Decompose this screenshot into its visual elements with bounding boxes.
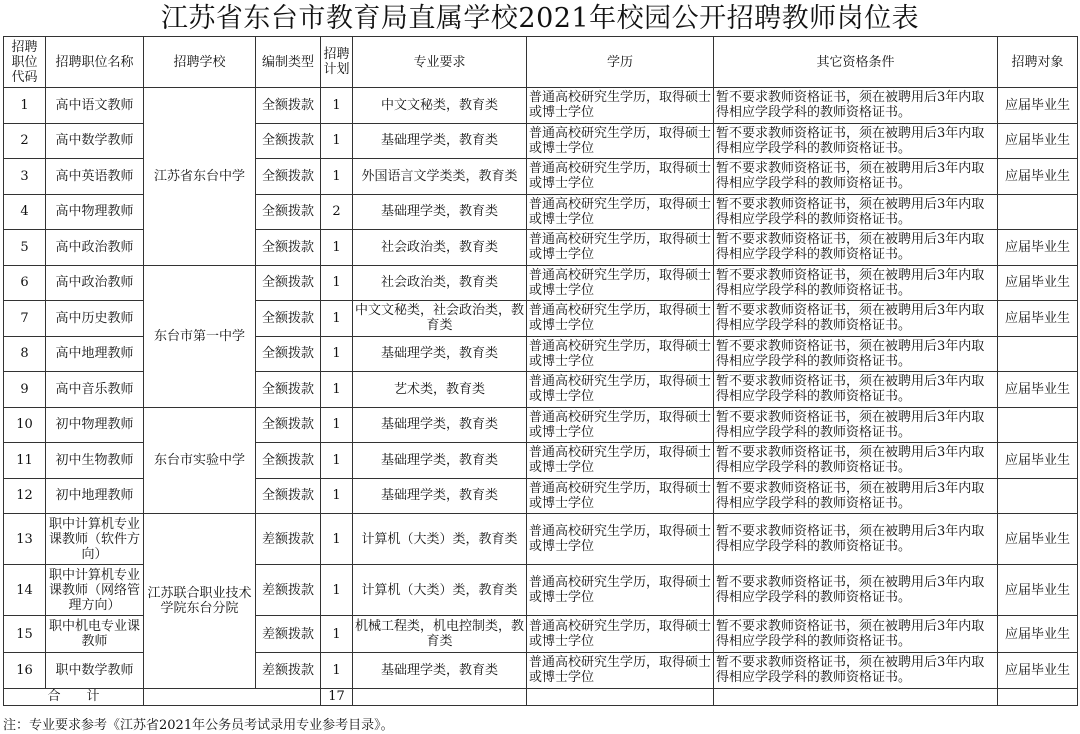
- cell-major: 基础理学类，教育类: [353, 443, 527, 479]
- cell-position: 高中历史教师: [46, 301, 144, 337]
- cell-plan: 2: [321, 194, 353, 230]
- cell-position: 高中政治教师: [46, 230, 144, 266]
- cell-education: 普通高校研究生学历，取得硕士或博士学位: [527, 478, 714, 514]
- cell-position: 高中数学教师: [46, 123, 144, 159]
- cell-funding: 全额拨款: [256, 443, 321, 479]
- cell-major: 社会政治类，教育类: [353, 230, 527, 266]
- cell-target: [998, 336, 1078, 372]
- total-empty-cell: [714, 688, 998, 705]
- cell-education: 普通高校研究生学历，取得硕士或博士学位: [527, 407, 714, 443]
- table-row: [4, 88, 1078, 124]
- cell-funding: 全额拨款: [256, 336, 321, 372]
- cell-other: 暂不要求教师资格证书，须在被聘用后3年内取得相应学段学科的教师资格证书。: [714, 653, 998, 689]
- cell-target: 应届毕业生: [998, 88, 1078, 124]
- cell-funding: 全额拨款: [256, 159, 321, 195]
- cell-education: 普通高校研究生学历，取得硕士或博士学位: [527, 194, 714, 230]
- header-funding: 编制类型: [256, 37, 321, 88]
- cell-other: 暂不要求教师资格证书，须在被聘用后3年内取得相应学段学科的教师资格证书。: [714, 443, 998, 479]
- cell-plan: 1: [321, 88, 353, 124]
- cell-major: 基础理学类，教育类: [353, 336, 527, 372]
- cell-funding: 全额拨款: [256, 88, 321, 124]
- cell-code: 3: [4, 159, 46, 195]
- cell-position: 高中政治教师: [46, 265, 144, 301]
- cell-code: 1: [4, 88, 46, 124]
- cell-school: 东台市第一中学: [144, 265, 256, 407]
- table-row: [4, 407, 1078, 443]
- cell-other: 暂不要求教师资格证书，须在被聘用后3年内取得相应学段学科的教师资格证书。: [714, 159, 998, 195]
- cell-major: 艺术类，教育类: [353, 372, 527, 408]
- cell-position: 职中计算机专业课教师（软件方向）: [46, 514, 144, 565]
- cell-education: 普通高校研究生学历，取得硕士或博士学位: [527, 514, 714, 565]
- cell-target: 应届毕业生: [998, 159, 1078, 195]
- cell-plan: 1: [321, 514, 353, 565]
- cell-funding: 全额拨款: [256, 265, 321, 301]
- cell-plan: 1: [321, 265, 353, 301]
- cell-other: 暂不要求教师资格证书，须在被聘用后3年内取得相应学段学科的教师资格证书。: [714, 301, 998, 337]
- header-code: 招聘职位代码: [4, 37, 46, 88]
- cell-code: 7: [4, 301, 46, 337]
- cell-position: 高中音乐教师: [46, 372, 144, 408]
- cell-position: 高中语文教师: [46, 88, 144, 124]
- cell-education: 普通高校研究生学历，取得硕士或博士学位: [527, 230, 714, 266]
- cell-target: 应届毕业生: [998, 372, 1078, 408]
- cell-major: 计算机（大类）类，教育类: [353, 514, 527, 565]
- cell-position: 高中物理教师: [46, 194, 144, 230]
- total-empty-cell: [353, 688, 527, 705]
- cell-education: 普通高校研究生学历，取得硕士或博士学位: [527, 265, 714, 301]
- cell-other: 暂不要求教师资格证书，须在被聘用后3年内取得相应学段学科的教师资格证书。: [714, 336, 998, 372]
- cell-code: 14: [4, 565, 46, 616]
- cell-plan: 1: [321, 230, 353, 266]
- cell-funding: 差额拨款: [256, 616, 321, 653]
- cell-funding: 全额拨款: [256, 230, 321, 266]
- cell-position: 高中地理教师: [46, 336, 144, 372]
- cell-education: 普通高校研究生学历，取得硕士或博士学位: [527, 159, 714, 195]
- cell-school: 东台市实验中学: [144, 407, 256, 514]
- cell-education: 普通高校研究生学历，取得硕士或博士学位: [527, 653, 714, 689]
- cell-other: 暂不要求教师资格证书，须在被聘用后3年内取得相应学段学科的教师资格证书。: [714, 88, 998, 124]
- page-title: 江苏省东台市教育局直属学校2021年校园公开招聘教师岗位表: [160, 3, 920, 34]
- cell-funding: 全额拨款: [256, 407, 321, 443]
- cell-plan: 1: [321, 478, 353, 514]
- cell-target: [998, 407, 1078, 443]
- cell-other: 暂不要求教师资格证书，须在被聘用后3年内取得相应学段学科的教师资格证书。: [714, 514, 998, 565]
- cell-education: 普通高校研究生学历，取得硕士或博士学位: [527, 565, 714, 616]
- cell-plan: 1: [321, 616, 353, 653]
- cell-major: 基础理学类，教育类: [353, 194, 527, 230]
- cell-major: 基础理学类，教育类: [353, 123, 527, 159]
- cell-position: 初中生物教师: [46, 443, 144, 479]
- cell-education: 普通高校研究生学历，取得硕士或博士学位: [527, 123, 714, 159]
- cell-plan: 1: [321, 123, 353, 159]
- cell-other: 暂不要求教师资格证书，须在被聘用后3年内取得相应学段学科的教师资格证书。: [714, 194, 998, 230]
- cell-education: 普通高校研究生学历，取得硕士或博士学位: [527, 616, 714, 653]
- cell-education: 普通高校研究生学历，取得硕士或博士学位: [527, 372, 714, 408]
- cell-education: 普通高校研究生学历，取得硕士或博士学位: [527, 301, 714, 337]
- cell-funding: 全额拨款: [256, 194, 321, 230]
- cell-code: 15: [4, 616, 46, 653]
- cell-funding: 差额拨款: [256, 514, 321, 565]
- cell-funding: 全额拨款: [256, 123, 321, 159]
- cell-target: 应届毕业生: [998, 653, 1078, 689]
- cell-target: [998, 194, 1078, 230]
- cell-plan: 1: [321, 653, 353, 689]
- cell-code: 5: [4, 230, 46, 266]
- cell-position: 初中物理教师: [46, 407, 144, 443]
- header-school: 招聘学校: [144, 37, 256, 88]
- total-label: 合 计: [4, 688, 144, 705]
- cell-school: 江苏省东台中学: [144, 88, 256, 266]
- cell-major: 社会政治类，教育类: [353, 265, 527, 301]
- cell-target: 应届毕业生: [998, 265, 1078, 301]
- header-target: 招聘对象: [998, 37, 1078, 88]
- cell-code: 2: [4, 123, 46, 159]
- cell-code: 12: [4, 478, 46, 514]
- cell-other: 暂不要求教师资格证书，须在被聘用后3年内取得相应学段学科的教师资格证书。: [714, 478, 998, 514]
- cell-plan: 1: [321, 372, 353, 408]
- cell-other: 暂不要求教师资格证书，须在被聘用后3年内取得相应学段学科的教师资格证书。: [714, 616, 998, 653]
- header-other: 其它资格条件: [714, 37, 998, 88]
- cell-major: 中文文秘类，教育类: [353, 88, 527, 124]
- cell-plan: 1: [321, 159, 353, 195]
- cell-other: 暂不要求教师资格证书，须在被聘用后3年内取得相应学段学科的教师资格证书。: [714, 407, 998, 443]
- cell-other: 暂不要求教师资格证书，须在被聘用后3年内取得相应学段学科的教师资格证书。: [714, 372, 998, 408]
- cell-funding: 全额拨款: [256, 478, 321, 514]
- cell-position: 初中地理教师: [46, 478, 144, 514]
- cell-major: 基础理学类，教育类: [353, 478, 527, 514]
- total-row: [4, 688, 1078, 705]
- cell-major: 基础理学类，教育类: [353, 653, 527, 689]
- cell-funding: 差额拨款: [256, 653, 321, 689]
- cell-target: 应届毕业生: [998, 443, 1078, 479]
- total-empty-cell: [998, 688, 1078, 705]
- cell-major: 机械工程类，机电控制类，教育类: [353, 616, 527, 653]
- total-empty-cell: [527, 688, 714, 705]
- cell-target: 应届毕业生: [998, 123, 1078, 159]
- header-position: 招聘职位名称: [46, 37, 144, 88]
- table-row: [4, 514, 1078, 565]
- header-major: 专业要求: [353, 37, 527, 88]
- cell-funding: 差额拨款: [256, 565, 321, 616]
- cell-education: 普通高校研究生学历，取得硕士或博士学位: [527, 336, 714, 372]
- header-row: [4, 37, 1078, 88]
- cell-plan: 1: [321, 443, 353, 479]
- cell-target: 应届毕业生: [998, 514, 1078, 565]
- cell-other: 暂不要求教师资格证书，须在被聘用后3年内取得相应学段学科的教师资格证书。: [714, 265, 998, 301]
- cell-other: 暂不要求教师资格证书，须在被聘用后3年内取得相应学段学科的教师资格证书。: [714, 123, 998, 159]
- cell-position: 职中数学教师: [46, 653, 144, 689]
- cell-target: 应届毕业生: [998, 301, 1078, 337]
- cell-funding: 全额拨款: [256, 301, 321, 337]
- cell-target: 应届毕业生: [998, 565, 1078, 616]
- cell-position: 职中计算机专业课教师（网络管理方向）: [46, 565, 144, 616]
- cell-major: 计算机（大类）类，教育类: [353, 565, 527, 616]
- cell-code: 10: [4, 407, 46, 443]
- cell-target: 应届毕业生: [998, 230, 1078, 266]
- total-plan: 17: [321, 688, 353, 705]
- cell-position: 高中英语教师: [46, 159, 144, 195]
- cell-code: 4: [4, 194, 46, 230]
- cell-plan: 1: [321, 565, 353, 616]
- cell-education: 普通高校研究生学历，取得硕士或博士学位: [527, 443, 714, 479]
- cell-school: 江苏联合职业技术学院东台分院: [144, 514, 256, 689]
- header-plan: 招聘计划: [321, 37, 353, 88]
- cell-other: 暂不要求教师资格证书，须在被聘用后3年内取得相应学段学科的教师资格证书。: [714, 565, 998, 616]
- cell-major: 基础理学类，教育类: [353, 407, 527, 443]
- table-row: [4, 265, 1078, 301]
- cell-position: 职中机电专业课教师: [46, 616, 144, 653]
- cell-plan: 1: [321, 301, 353, 337]
- cell-code: 11: [4, 443, 46, 479]
- cell-plan: 1: [321, 336, 353, 372]
- cell-target: 应届毕业生: [998, 616, 1078, 653]
- cell-target: [998, 478, 1078, 514]
- cell-code: 6: [4, 265, 46, 301]
- cell-major: 外国语言文学类类，教育类: [353, 159, 527, 195]
- cell-code: 9: [4, 372, 46, 408]
- cell-code: 16: [4, 653, 46, 689]
- cell-funding: 全额拨款: [256, 372, 321, 408]
- total-empty-cell: [144, 688, 321, 705]
- header-education: 学历: [527, 37, 714, 88]
- footnote: 注：专业要求参考《江苏省2021年公务员考试录用专业参考目录》。: [3, 718, 394, 733]
- table-body: [4, 88, 1078, 706]
- cell-plan: 1: [321, 407, 353, 443]
- cell-education: 普通高校研究生学历，取得硕士或博士学位: [527, 88, 714, 124]
- cell-other: 暂不要求教师资格证书，须在被聘用后3年内取得相应学段学科的教师资格证书。: [714, 230, 998, 266]
- cell-code: 8: [4, 336, 46, 372]
- cell-code: 13: [4, 514, 46, 565]
- cell-major: 中文文秘类，社会政治类，教育类: [353, 301, 527, 337]
- recruitment-table: [3, 36, 1078, 706]
